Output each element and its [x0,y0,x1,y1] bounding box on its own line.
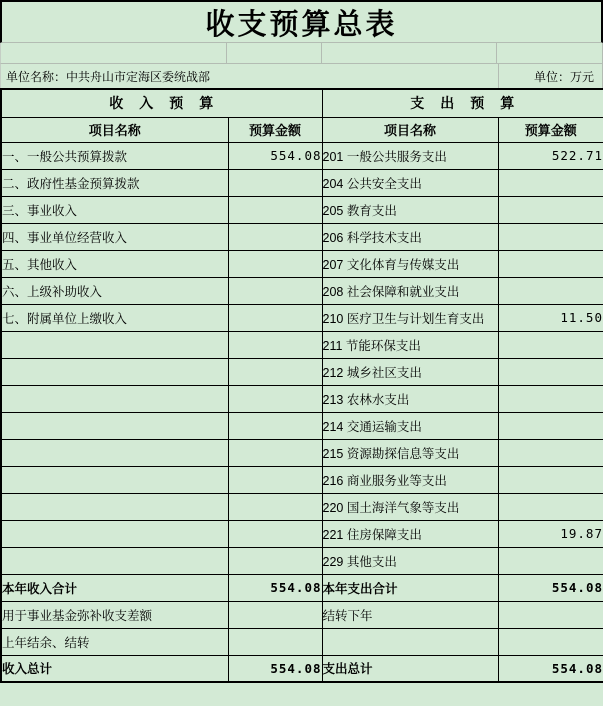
spacer-cell [227,43,322,63]
expense-item-cell: 206 科学技术支出 [322,223,498,250]
expense-amount-cell: 522.71 [498,142,603,169]
income-item-cell: 一、一般公共预算拨款 [1,142,228,169]
expense-item-cell: 216 商业服务业等支出 [322,466,498,493]
expense-amount-cell: 11.50 [498,304,603,331]
income-item-cell [1,520,228,547]
income-item-cell [1,493,228,520]
income-item-cell: 五、其他收入 [1,250,228,277]
income-amount-cell: 554.08 [228,574,322,601]
expense-amount-cell [498,628,603,655]
income-amount-cell: 554.08 [228,142,322,169]
table-row [1,385,603,412]
expense-amount-cell [498,277,603,304]
page-title: 收支预算总表 [0,0,603,43]
income-item-cell: 三、事业收入 [1,196,228,223]
table-row [1,304,603,331]
income-item-cell [1,331,228,358]
expense-item-cell: 213 农林水支出 [322,385,498,412]
expense-amount-header: 预算金额 [498,117,603,142]
expense-item-cell [322,628,498,655]
expense-item-cell: 214 交通运输支出 [322,412,498,439]
expense-item-cell: 204 公共安全支出 [322,169,498,196]
table-row [1,628,603,655]
income-section-header: 收 入 预 算 [1,89,322,117]
expense-item-cell: 205 教育支出 [322,196,498,223]
unit-label: 单位：万元 [533,69,594,84]
expense-amount-cell [498,169,603,196]
income-item-cell [1,412,228,439]
spacer-cell [322,43,497,63]
table-row [1,493,603,520]
expense-amount-cell [498,601,603,628]
table-row [1,358,603,385]
expense-item-header: 项目名称 [322,117,498,142]
expense-item-cell: 229 其他支出 [322,547,498,574]
income-amount-cell [228,169,322,196]
table-row [1,655,603,682]
expense-item-cell: 208 社会保障和就业支出 [322,277,498,304]
expense-amount-cell [498,493,603,520]
table-row [1,601,603,628]
expense-item-cell: 本年支出合计 [322,574,498,601]
expense-amount-cell: 554.08 [498,655,603,682]
table-row [1,520,603,547]
expense-amount-cell [498,250,603,277]
income-item-cell [1,466,228,493]
expense-amount-cell [498,385,603,412]
income-amount-cell [228,547,322,574]
expense-amount-cell [498,439,603,466]
table-row [1,412,603,439]
income-item-cell: 六、上级补助收入 [1,277,228,304]
table-row [1,250,603,277]
income-amount-cell [228,277,322,304]
income-amount-header: 预算金额 [228,117,322,142]
expense-item-cell: 210 医疗卫生与计划生育支出 [322,304,498,331]
income-amount-cell [228,223,322,250]
table-row [1,169,603,196]
income-amount-cell: 554.08 [228,655,322,682]
expense-item-cell: 207 文化体育与传媒支出 [322,250,498,277]
table-row [1,277,603,304]
income-item-cell: 本年收入合计 [1,574,228,601]
income-amount-cell [228,493,322,520]
table-row [1,547,603,574]
income-item-cell: 七、附属单位上缴收入 [1,304,228,331]
income-item-cell: 用于事业基金弥补收支差额 [1,601,228,628]
expense-item-cell: 201 一般公共服务支出 [322,142,498,169]
budget-table [0,88,603,683]
spacer-cell [497,43,602,63]
income-item-cell [1,385,228,412]
unit-name: 单位名称：中共舟山市定海区委统战部 [1,64,499,88]
table-row [1,466,603,493]
expense-amount-cell [498,223,603,250]
expense-amount-cell [498,466,603,493]
income-amount-cell [228,601,322,628]
section-header-row [1,89,603,117]
expense-item-cell: 220 国土海洋气象等支出 [322,493,498,520]
expense-amount-cell [498,331,603,358]
expense-item-cell: 212 城乡社区支出 [322,358,498,385]
budget-table-body [1,142,603,682]
income-item-cell [1,358,228,385]
income-amount-cell [228,385,322,412]
income-amount-cell [228,331,322,358]
expense-amount-cell [498,547,603,574]
income-amount-cell [228,628,322,655]
expense-item-cell: 221 住房保障支出 [322,520,498,547]
income-amount-cell [228,412,322,439]
income-item-cell [1,547,228,574]
income-amount-cell [228,250,322,277]
expense-item-cell: 215 资源勘探信息等支出 [322,439,498,466]
table-row [1,439,603,466]
expense-amount-cell: 554.08 [498,574,603,601]
income-item-cell: 四、事业单位经营收入 [1,223,228,250]
expense-item-cell: 结转下年 [322,601,498,628]
income-item-cell: 上年结余、结转 [1,628,228,655]
spacer-row [0,43,603,64]
table-row [1,574,603,601]
expense-amount-cell [498,196,603,223]
expense-section-header: 支 出 预 算 [322,89,603,117]
income-item-cell [1,439,228,466]
table-row [1,223,603,250]
income-amount-cell [228,520,322,547]
income-item-header: 项目名称 [1,117,228,142]
column-header-row [1,117,603,142]
income-amount-cell [228,439,322,466]
expense-amount-cell: 19.87 [498,520,603,547]
expense-amount-cell [498,412,603,439]
table-row [1,331,603,358]
expense-amount-cell [498,358,603,385]
income-amount-cell [228,358,322,385]
income-amount-cell [228,304,322,331]
table-row [1,196,603,223]
income-amount-cell [228,466,322,493]
unit-info-row [0,64,603,88]
income-amount-cell [228,196,322,223]
income-item-cell: 收入总计 [1,655,228,682]
expense-item-cell: 211 节能环保支出 [322,331,498,358]
spacer-cell [1,43,227,63]
expense-item-cell: 支出总计 [322,655,498,682]
income-item-cell: 二、政府性基金预算拨款 [1,169,228,196]
table-row [1,142,603,169]
